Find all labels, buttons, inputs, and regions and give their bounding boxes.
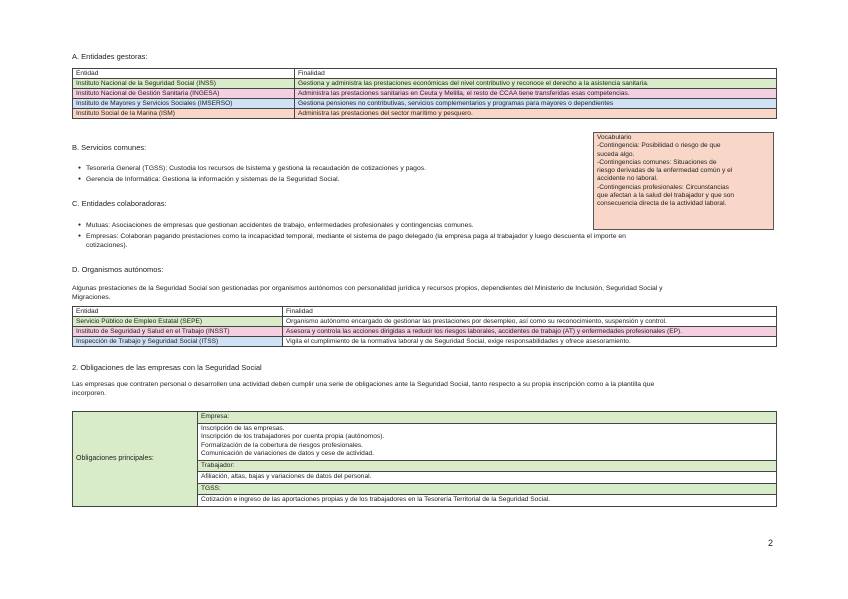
group-body xyxy=(198,423,777,460)
vocab-line: -Contingencias comunes: Situaciones de xyxy=(597,158,717,166)
vocab-line: -Contingencia: Posibilidad o riesgo de que xyxy=(597,142,721,150)
entidades-colaboradoras-list xyxy=(78,221,758,252)
entity-cell: Instituto Nacional de la Seguridad Social (INSS) xyxy=(73,79,295,89)
obligaciones-table xyxy=(72,411,777,507)
table-row xyxy=(73,89,777,99)
purpose-cell: Gestiona pensiones no contributivas, servicios complementarios y programas para mayores o dependientes xyxy=(295,99,777,109)
table-row xyxy=(73,412,777,424)
vocab-line: suceda algo. xyxy=(597,150,635,158)
purpose-cell: Organismo autónomo encargado de gestionar las prestaciones por desempleo, así como su reconocimiento, suspensión y control. xyxy=(283,317,777,327)
group-heading: TGSS: xyxy=(198,483,777,495)
group-heading: Empresa: xyxy=(198,412,777,424)
list-item-continuation xyxy=(78,241,758,250)
table-header-row xyxy=(73,307,777,317)
entity-cell: Servicio Público de Empleo Estatal (SEPE) xyxy=(73,317,283,327)
col-header-finalidad: Finalidad xyxy=(295,69,777,79)
group-heading: Trabajador: xyxy=(198,460,777,472)
col-header-entidad: Entidad xyxy=(73,307,283,317)
group-line: Formalización de la cobertura de riesgos profesionales. xyxy=(201,441,363,449)
servicios-comunes-list xyxy=(78,164,426,186)
group-line: Cotización e ingreso de las aportaciones propias y de los trabajadores en la Tesorería Territorial de la Seguridad Social. xyxy=(201,496,551,503)
group-line: Inscripción de los trabajadores por cuenta propia (autónomos). xyxy=(201,433,385,440)
group-body xyxy=(198,495,777,507)
section-d-intro xyxy=(72,284,782,302)
entity-cell: Instituto de Mayores y Servicios Sociales (IMSERSO) xyxy=(73,99,295,109)
table-row xyxy=(73,109,777,119)
table-row xyxy=(73,79,777,89)
entity-cell: Instituto de Seguridad y Salud en el Trabajo (INSST) xyxy=(73,327,283,337)
purpose-cell: Gestiona y administra las prestaciones económicas del nivel contributivo y reconoce el derecho a la asistencia sanitaria. xyxy=(295,79,777,89)
table-row xyxy=(73,327,777,337)
section-a-title: A. Entidades gestoras: xyxy=(72,52,148,61)
col-header-finalidad: Finalidad xyxy=(283,307,777,317)
purpose-cell: Administra las prestaciones sanitarias en Ceuta y Melilla, el resto de CCAA tiene transferidas esas competencias. xyxy=(295,89,777,99)
list-item: ● Mutuas: Asociaciones de empresas que gestionan accidentes de trabajo, enfermedades profesionales y contingencias comunes. xyxy=(78,221,758,230)
organismos-autonomos-table xyxy=(72,306,777,347)
intro-line: Algunas prestaciones de la Seguridad Social son gestionadas por organismos autónomos con personalidad jurídica y recursos propios, dependientes del Ministerio de Inclusión, Seguridad Social y xyxy=(72,285,663,292)
section-d-title: D. Organismos autónomos: xyxy=(72,265,164,274)
table-row xyxy=(73,317,777,327)
group-line: Afiliación, altas, bajas y variaciones de datos del personal. xyxy=(201,473,372,480)
section-2-intro xyxy=(72,380,782,398)
vocab-line: riesgo derivadas de la enfermedad común y el xyxy=(597,167,733,175)
intro-line: incorporen. xyxy=(72,390,107,397)
group-body xyxy=(198,472,777,484)
entity-cell: Instituto Social de la Marina (ISM) xyxy=(73,109,295,119)
section-2-title: 2. Obligaciones de las empresas con la Seguridad Social xyxy=(72,363,262,372)
group-line: Comunicación de variaciones de datos y cese de actividad. xyxy=(201,450,375,457)
vocab-line: -Contingencias profesionales: Circunstancias xyxy=(597,183,729,191)
section-c-title: C. Entidades colaboradoras: xyxy=(72,199,167,208)
entidades-gestoras-table xyxy=(72,68,777,119)
entity-cell: Instituto Nacional de Gestión Sanitaria (INGESA) xyxy=(73,89,295,99)
vocab-line: accidente no laboral. xyxy=(597,175,658,183)
intro-line: Las empresas que contraten personal o desarrollen una actividad deben cumplir una serie de obligaciones ante la Seguridad Social, tanto respecto a su propia inscripción como a la plantilla que xyxy=(72,381,655,388)
list-item: ● Empresas: Colaboran pagando prestaciones como la incapacidad temporal, mediante el sistema de pago delegado (la empresa paga al trabajador y luego descuenta el importe en xyxy=(78,232,758,241)
list-item: ● Tesorería General (TGSS): Custodia los recursos de lsistema y gestiona la recaudación de cotizaciones y pagos. xyxy=(78,164,426,173)
vocab-title: Vocabulario xyxy=(597,134,632,141)
group-line: Inscripción de las empresas. xyxy=(201,424,285,432)
obligaciones-label: Obligaciones principales: xyxy=(73,412,198,507)
table-row xyxy=(73,337,777,347)
vocab-line: que afectan a la salud del trabajador y que son xyxy=(597,192,735,200)
page-number: 2 xyxy=(768,538,774,548)
purpose-cell: Administra las prestaciones del sector marítimo y pesquero. xyxy=(295,109,777,119)
purpose-cell: Vigila el cumplimiento de la normativa laboral y de Seguridad Social, exige responsabilidades y ofrece asesoramiento. xyxy=(283,337,777,347)
purpose-cell: Asesora y controla las acciones dirigidas a reducir los riesgos laborales, accidentes de trabajo (AT) y enfermedades profesionales (EP). xyxy=(283,327,777,337)
entity-cell: Inspección de Trabajo y Seguridad Social (ITSS) xyxy=(73,337,283,347)
continuation-text: cotizaciones). xyxy=(86,242,128,249)
vocabulary-box xyxy=(593,132,774,230)
list-item: ● Gerencia de Informática: Gestiona la información y sistemas de la Seguridad Social. xyxy=(78,175,426,184)
table-row xyxy=(73,99,777,109)
section-b-title: B. Servicios comunes: xyxy=(72,143,147,152)
intro-line: Migraciones. xyxy=(72,294,111,301)
vocab-line: consecuencia directa de la actividad laboral. xyxy=(597,200,727,208)
table-header-row xyxy=(73,69,777,79)
col-header-entidad: Entidad xyxy=(73,69,295,79)
